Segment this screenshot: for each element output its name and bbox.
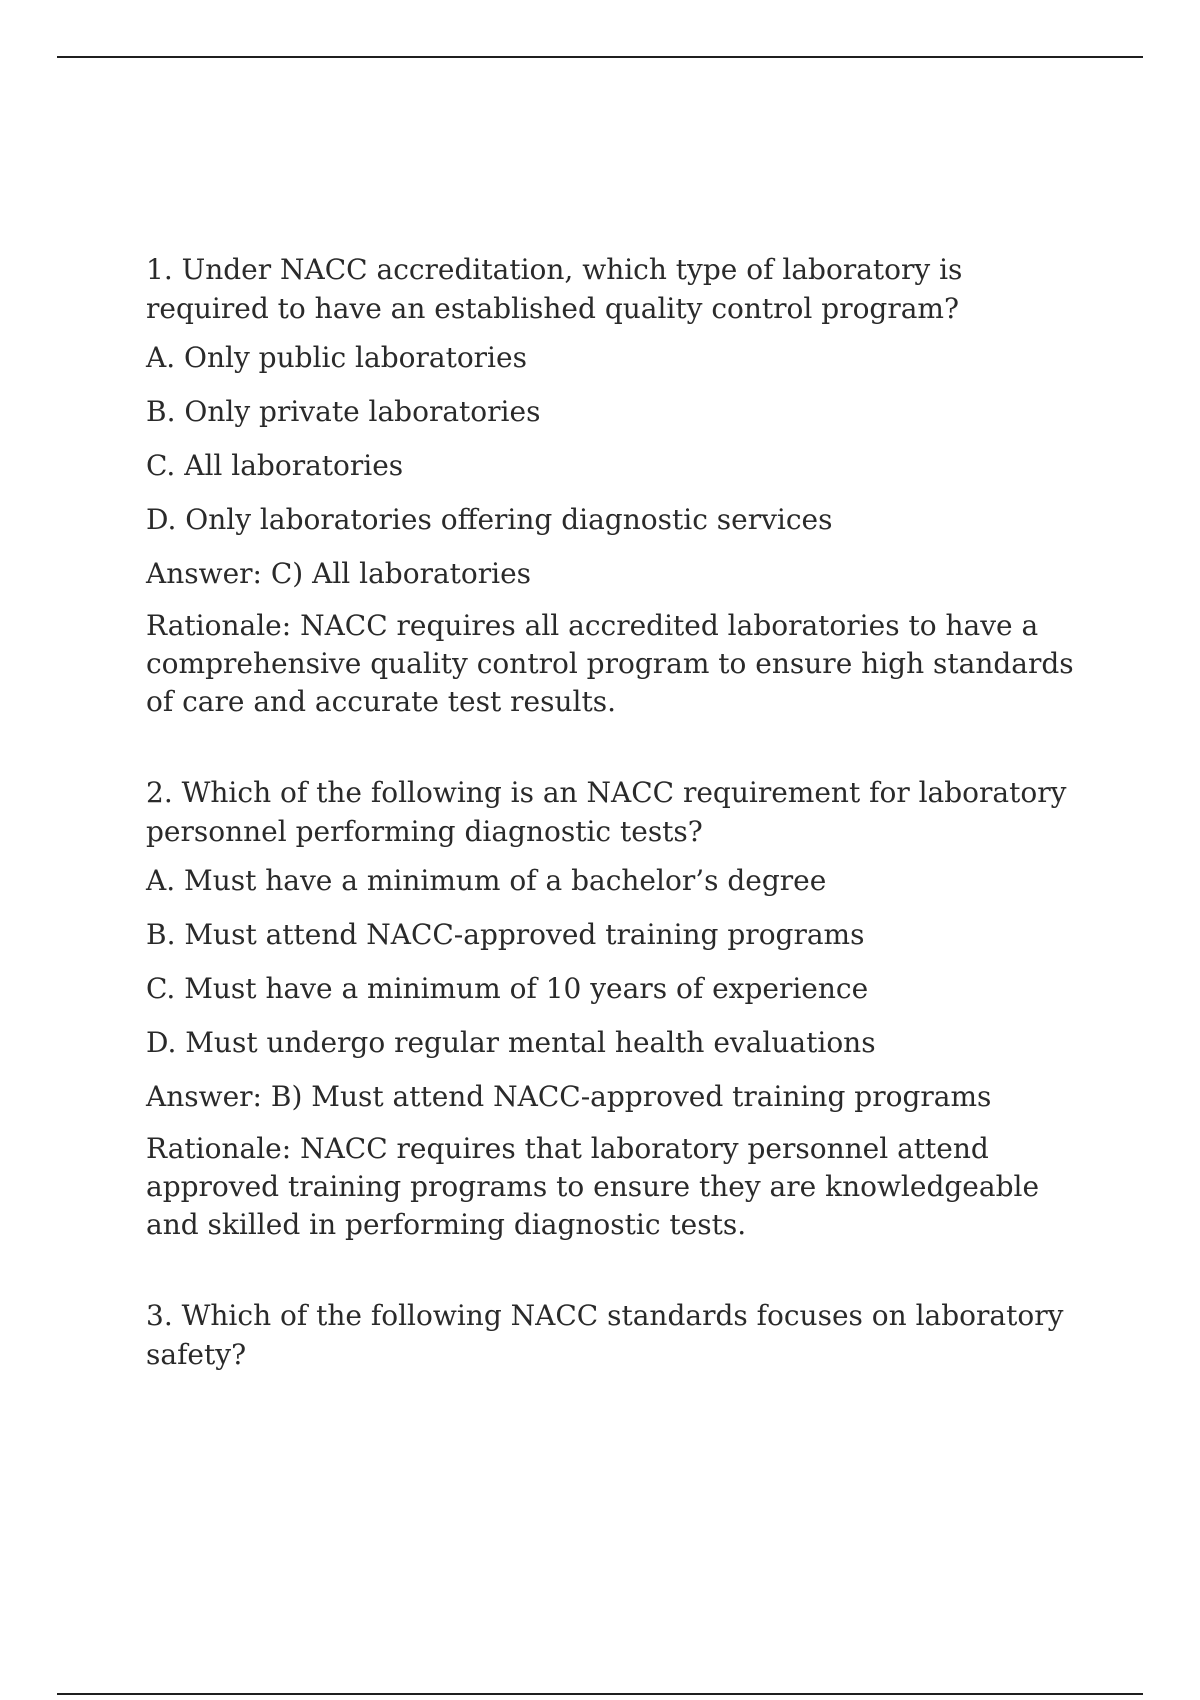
answer-text: Answer: C) All laboratories — [146, 557, 532, 590]
option-c: C. Must have a minimum of 10 years of experience — [146, 972, 869, 1005]
option-b: B. Only private laboratories — [146, 395, 541, 428]
option-a: A. Must have a minimum of a bachelor’s degree — [146, 864, 827, 897]
document-body — [146, 250, 1076, 1384]
bottom-rule — [57, 1693, 1143, 1695]
option-a: A. Only public laboratories — [146, 341, 527, 374]
question-text: 1. Under NACC accreditation, which type of laboratory is required to have an established quality control program? — [146, 253, 963, 325]
question-block-2 — [146, 773, 1076, 1244]
option-list — [146, 338, 1076, 539]
question-block-3 — [146, 1296, 1076, 1374]
option-d: D. Must undergo regular mental health evaluations — [146, 1026, 876, 1059]
question-block-1 — [146, 250, 1076, 721]
rationale-text: Rationale: NACC requires that laboratory personnel attend approved training programs to ensure they are knowledgeable and skilled in performing diagnostic tests. — [146, 1132, 1040, 1241]
top-rule — [57, 56, 1143, 58]
question-text: 2. Which of the following is an NACC requirement for laboratory personnel performing diagnostic tests? — [146, 776, 1067, 848]
question-text: 3. Which of the following NACC standards focuses on laboratory safety? — [146, 1299, 1064, 1371]
answer-text: Answer: B) Must attend NACC-approved training programs — [146, 1080, 992, 1113]
option-list — [146, 861, 1076, 1062]
option-b: B. Must attend NACC-approved training programs — [146, 918, 865, 951]
option-c: C. All laboratories — [146, 449, 404, 482]
rationale-text: Rationale: NACC requires all accredited laboratories to have a comprehensive quality control program to ensure high standards of care and accurate test results. — [146, 609, 1074, 718]
option-d: D. Only laboratories offering diagnostic services — [146, 503, 833, 536]
